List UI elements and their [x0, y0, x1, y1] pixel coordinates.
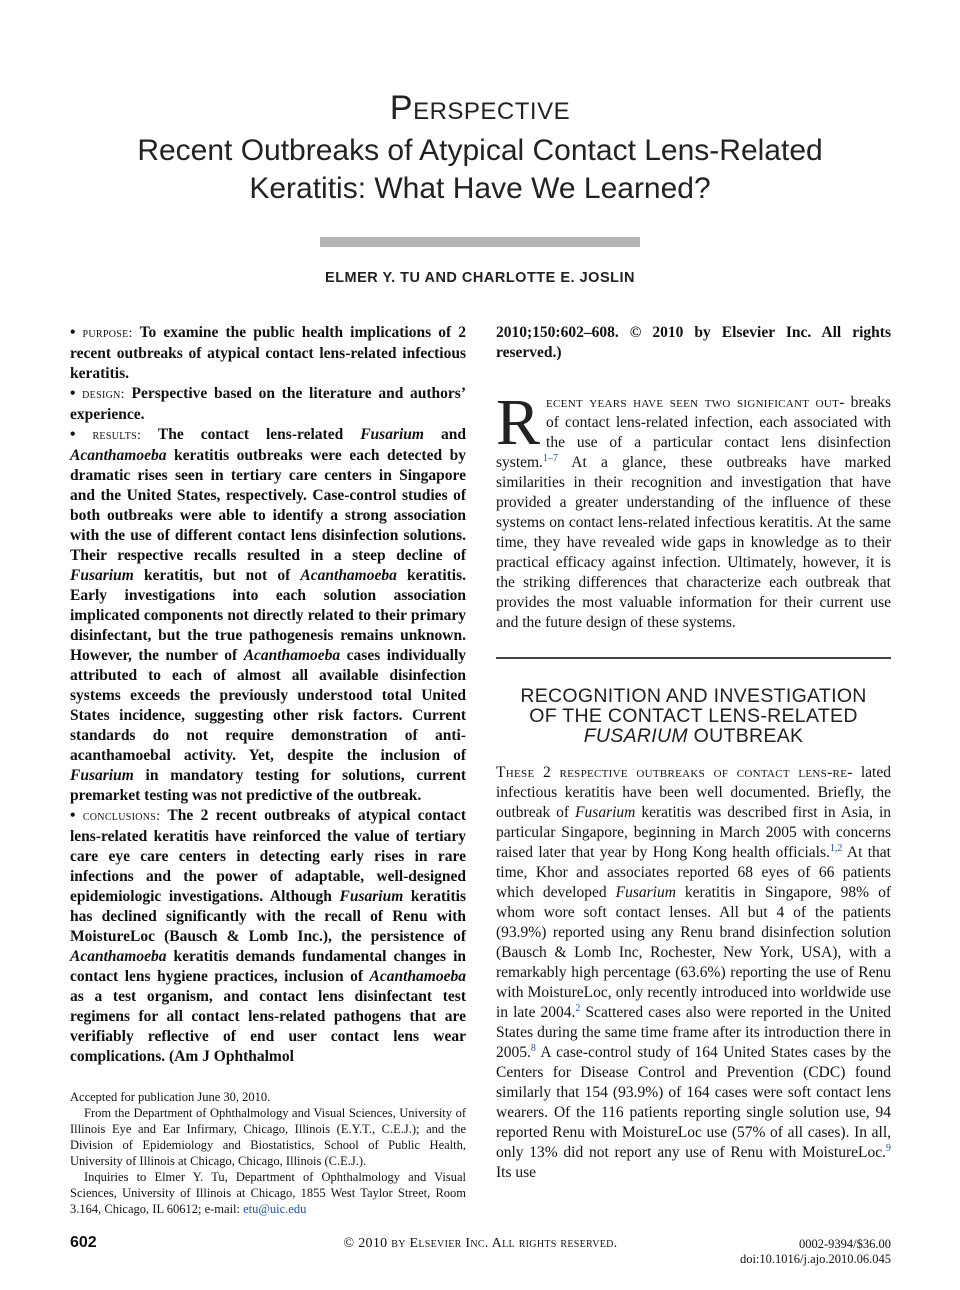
issn: 0002-9394/$36.00 — [798, 1237, 891, 1251]
body-text: A case-control study of 164 United States cases by the Centers for Disease Control and Prevention (CDC) found similarly that 154 (93.9%) of 164 cases were soft contact lens wearers. Of the 116 patients reporting single solution use, 94 reported Renu with MoistureLoc use (57% of all cases). In all, only 13% did not report any use of Renu with MoistureLoc. — [496, 1044, 891, 1161]
results-text: keratitis, but not of — [143, 567, 291, 584]
citation: (Am J Ophthalmol — [169, 1048, 294, 1065]
conclusions-text: keratitis has declined significantly with the recall of Renu with MoistureLoc (Bausch & Lomb Inc.), the persistence of — [70, 888, 466, 945]
design-text: Perspective based on the literature and authors’ experience. — [70, 385, 467, 423]
section-label: Perspective — [389, 89, 571, 127]
intro-paragraph — [496, 386, 892, 633]
results-text: The contact lens-related — [157, 426, 344, 443]
organism-name: Acanthamoeba — [243, 647, 341, 664]
organism-name: Fusarium — [70, 567, 134, 584]
results-text: cases individually attributed to each of almost all available disinfection systems exceeds the previously understood total United States incidence, suggesting other risk factors. Current standards do not require demonstration of anti-acanthamoebal activity. Yet, despite the inclusion of — [70, 647, 467, 764]
abstract — [70, 323, 466, 1067]
reference-link[interactable]: 9 — [886, 1142, 891, 1154]
heading-line-3 — [496, 726, 891, 746]
section-heading — [496, 686, 891, 746]
organism-name: Fusarium — [615, 884, 676, 901]
drop-cap: R — [496, 386, 541, 459]
results-label: results: — [92, 428, 142, 443]
organism-name: Fusarium — [339, 888, 404, 905]
correspondence — [70, 1169, 466, 1217]
body-text: keratitis in Singapore, 98% of whom wore soft contact lenses. All but 4 of the patients (93.9%) reported using any Renu brand disinfection solution (Bausch & Lomb Inc, Rochester, New York, USA), with a remarkably high percentage (63.6%) reporting the use of Renu with MoistureLoc, only recently introduced into worldwide use in late 2004. — [496, 884, 892, 1021]
section-lead: These 2 respective outbreaks of contact lens-re- — [496, 764, 853, 781]
section-body — [496, 763, 891, 1183]
results-text: keratitis. Early investigations into each solution association implicated components not directly related to their primary disinfectant, but the true pathogenesis remains unknown. However, the number of — [70, 567, 467, 664]
heading-italic: FUSARIUM — [583, 725, 688, 747]
authors: ELMER Y. TU AND CHARLOTTE E. JOSLIN — [325, 270, 635, 286]
results-text: in mandatory testing for solutions, current premarket testing was not predictive of the outbreak. — [70, 767, 466, 804]
organism-name: Acanthamoeba — [70, 447, 167, 464]
abstract-results: • results: The contact lens-related Fusarium and Acanthamoeba keratitis outbreaks were each detected by dramatic rises seen in tertiary care centers in Singapore and the United States, respectively. Case-control studies of both outbreaks were able to identify a strong association with the use of different contact lens disinfection solutions. Their respective recalls resulted in a steep decline of Fusarium keratitis, but not of Acanthamoeba keratitis. Early investigations into each solution association implicated components not directly related to their primary disinfectant, but the true pathogenesis remains unknown. However, the number of Acanthamoeba cases individually attributed to each of almost all available disinfection systems exceeds the previously understood total United States incidence, suggesting other risk factors. Current standards do not require demonstration of anti-acanthamoebal activity. Yet, despite the inclusion of Fusarium in mandatory testing for solutions, current premarket testing was not predictive of the outbreak. — [70, 426, 467, 804]
results-text: keratitis outbreaks were each detected by dramatic rises seen in tertiary care centers in Singapore and the United States, respectively. Case-control studies of both outbreaks were able to identify a strong association with the use of different contact lens disinfection solutions. Their respective recalls resulted in a steep decline of — [70, 447, 466, 564]
organism-name: Fusarium — [575, 804, 636, 821]
reference-link[interactable]: 1,2 — [829, 842, 843, 854]
purpose-label: purpose: — [82, 326, 133, 341]
article-title — [0, 132, 960, 208]
reference-link[interactable]: 8 — [530, 1042, 536, 1054]
organism-name: Acanthamoeba — [300, 567, 397, 584]
abstract-conclusions: • conclusions: The 2 recent outbreaks of atypical contact lens-related keratitis have reinforced the value of tertiary care eye care centers in detecting early rises in rare infections and the power of adaptable, well-designed epidemiologic investigations. Although Fusarium keratitis has declined significantly with the recall of Renu with MoistureLoc (Bausch & Lomb Inc.), the persistence of Acanthamoeba keratitis demands fundamental changes in contact lens hygiene practices, inclusion of Acanthamoeba as a test organism, and contact lens disinfectant test regimens for all contact lens-related pathogens that are verifiably reflective of end user contact lens wear complications. (Am J Ophthalmol — [70, 807, 466, 1065]
body-text: keratitis was described first in Asia, in particular Singapore, beginning in March 2005 with concerns raised later that year by Hong Kong health officials. — [496, 804, 892, 861]
right-column — [496, 323, 891, 1183]
title-line-1: Recent Outbreaks of Atypical Contact Lens-Related — [137, 134, 823, 167]
accepted-date: Accepted for publication June 30, 2010. — [70, 1090, 271, 1104]
footnotes — [70, 1089, 466, 1217]
affiliation: From the Department of Ophthalmology and Visual Sciences, University of Illinois Eye and Ear Infirmary, Chicago, Illinois (E.Y.T., C.E.J.); and the Division of Epidemiology and Biostatistics, School of Public Health, University of Illinois at Chicago, Chicago, Illinois (C.E.J.). — [70, 1106, 466, 1168]
left-column — [70, 323, 466, 1067]
citation-continued: 2010;150:602–608. © 2010 by Elsevier Inc. All rights reserved.) — [496, 324, 891, 361]
inquiries-text: Inquiries to Elmer Y. Tu, Department of Ophthalmology and Visual Sciences, University of Illinois at Chicago, 1855 West Taylor Street, Room 3.164, Chicago, IL 60612; e-mail: — [70, 1170, 466, 1216]
page-footer — [70, 1234, 891, 1274]
body-text: Scattered cases also were reported in the United States during the same time frame after its introduction there in 2005. — [496, 1004, 891, 1061]
conclusions-label: conclusions: — [82, 809, 161, 824]
reference-link[interactable]: 1–7 — [542, 452, 558, 464]
reference-link[interactable]: 2 — [575, 1002, 581, 1014]
section-divider — [496, 657, 891, 659]
heading-line-2: OF THE CONTACT LENS-RELATED — [529, 705, 858, 727]
conclusions-text: as a test organism, and contact lens disinfectant test regimens for all contact lens-related pathogens that are verifiably reflective of end user contact lens wear complications. — [70, 988, 466, 1065]
organism-name: Acanthamoeba — [70, 948, 167, 965]
introduction — [496, 386, 892, 633]
email-link[interactable]: etu@uic.edu — [243, 1202, 307, 1216]
intro-lead: ecent years have seen two significant out- — [546, 394, 845, 411]
heading-end: OUTBREAK — [693, 725, 804, 747]
organism-name: Fusarium — [360, 426, 424, 443]
results-text: and — [441, 426, 466, 443]
title-divider — [320, 237, 640, 247]
body-text: lated infectious keratitis have been well documented. Briefly, the outbreak of — [496, 764, 891, 821]
doi[interactable]: doi:10.1016/j.ajo.2010.06.045 — [739, 1252, 891, 1266]
article-header — [0, 88, 960, 208]
heading-line-1: RECOGNITION AND INVESTIGATION — [520, 685, 867, 707]
organism-name: Fusarium — [70, 767, 134, 784]
page-number: 602 — [70, 1234, 97, 1251]
body-text: Its use — [496, 1164, 537, 1181]
design-label: design: — [82, 387, 125, 402]
issn-doi — [740, 1237, 891, 1267]
conclusions-text: keratitis demands fundamental changes in contact lens hygiene practices, inclusion of — [70, 948, 466, 985]
organism-name: Acanthamoeba — [369, 968, 466, 985]
title-line-2: Keratitis: What Have We Learned? — [249, 172, 711, 205]
section-paragraph — [496, 763, 891, 1183]
abstract-purpose: • purpose: To examine the public health implications of 2 recent outbreaks of atypical contact lens-related infectious keratitis. — [70, 324, 466, 382]
abstract-design: • design: Perspective based on the literature and authors’ experience. — [70, 385, 467, 423]
body-text: At that time, Khor and associates reported 68 eyes of 66 patients which developed — [496, 844, 891, 901]
purpose-text: To examine the public health implications of 2 recent outbreaks of atypical contact lens-related infectious keratitis. — [70, 324, 466, 382]
intro-text: breaks of contact lens-related infection, each associated with the use of a particular contact lens disinfection system. — [496, 394, 892, 471]
copyright: © 2010 by Elsevier Inc. All rights reserved. — [343, 1236, 618, 1251]
conclusions-text: The 2 recent outbreaks of atypical contact lens-related keratitis have reinforced the value of tertiary care eye care centers in detecting early rises in rare infections and the power of adaptable, well-designed epidemiologic investigations. Although — [70, 807, 466, 905]
intro-text: At a glance, these outbreaks have marked similarities in their recognition and investigation that have provided a greater understanding of the influence of these systems on contact lens-related infectious keratitis. At the same time, they have revealed wide gaps in knowledge as to their practical efficacy against infection. Ultimately, however, it is the striking differences that characterize each outbreak that provides the most valuable information for their current use and the future design of these systems. — [496, 454, 891, 631]
